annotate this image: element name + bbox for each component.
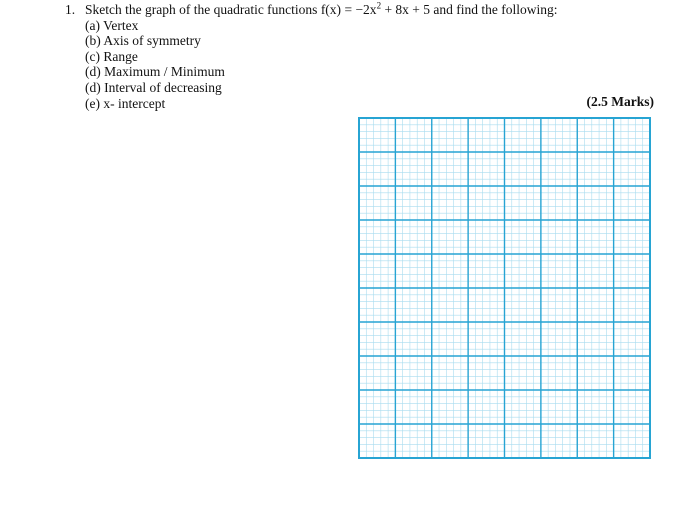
part-maximum-minimum: (d) Maximum / Minimum <box>85 64 225 80</box>
marks-label: (2.5 Marks) <box>586 94 654 109</box>
equals-sign: = <box>341 2 356 17</box>
linear-constant-terms: + 8x + 5 <box>381 2 431 17</box>
exponent: 2 <box>376 0 382 11</box>
graph-paper <box>358 117 651 459</box>
question-block <box>65 2 665 111</box>
question-stem <box>65 2 665 18</box>
function-lhs: f(x) <box>320 2 342 17</box>
question-number: 1. <box>65 2 76 17</box>
part-x-intercept: (e) x- intercept <box>85 95 166 111</box>
part-vertex: (a) Vertex <box>85 17 139 33</box>
part-range: (c) Range <box>85 48 138 64</box>
question-parts-list <box>65 18 665 112</box>
question-text <box>85 2 558 18</box>
quadratic-term: −2x <box>355 2 377 17</box>
question-suffix: and find the following: <box>430 2 558 17</box>
part-axis-of-symmetry: (b) Axis of symmetry <box>85 33 201 49</box>
question-prefix: Sketch the graph of the quadratic functions <box>85 2 321 17</box>
part-interval-decreasing: (d) Interval of decreasing <box>85 79 222 95</box>
